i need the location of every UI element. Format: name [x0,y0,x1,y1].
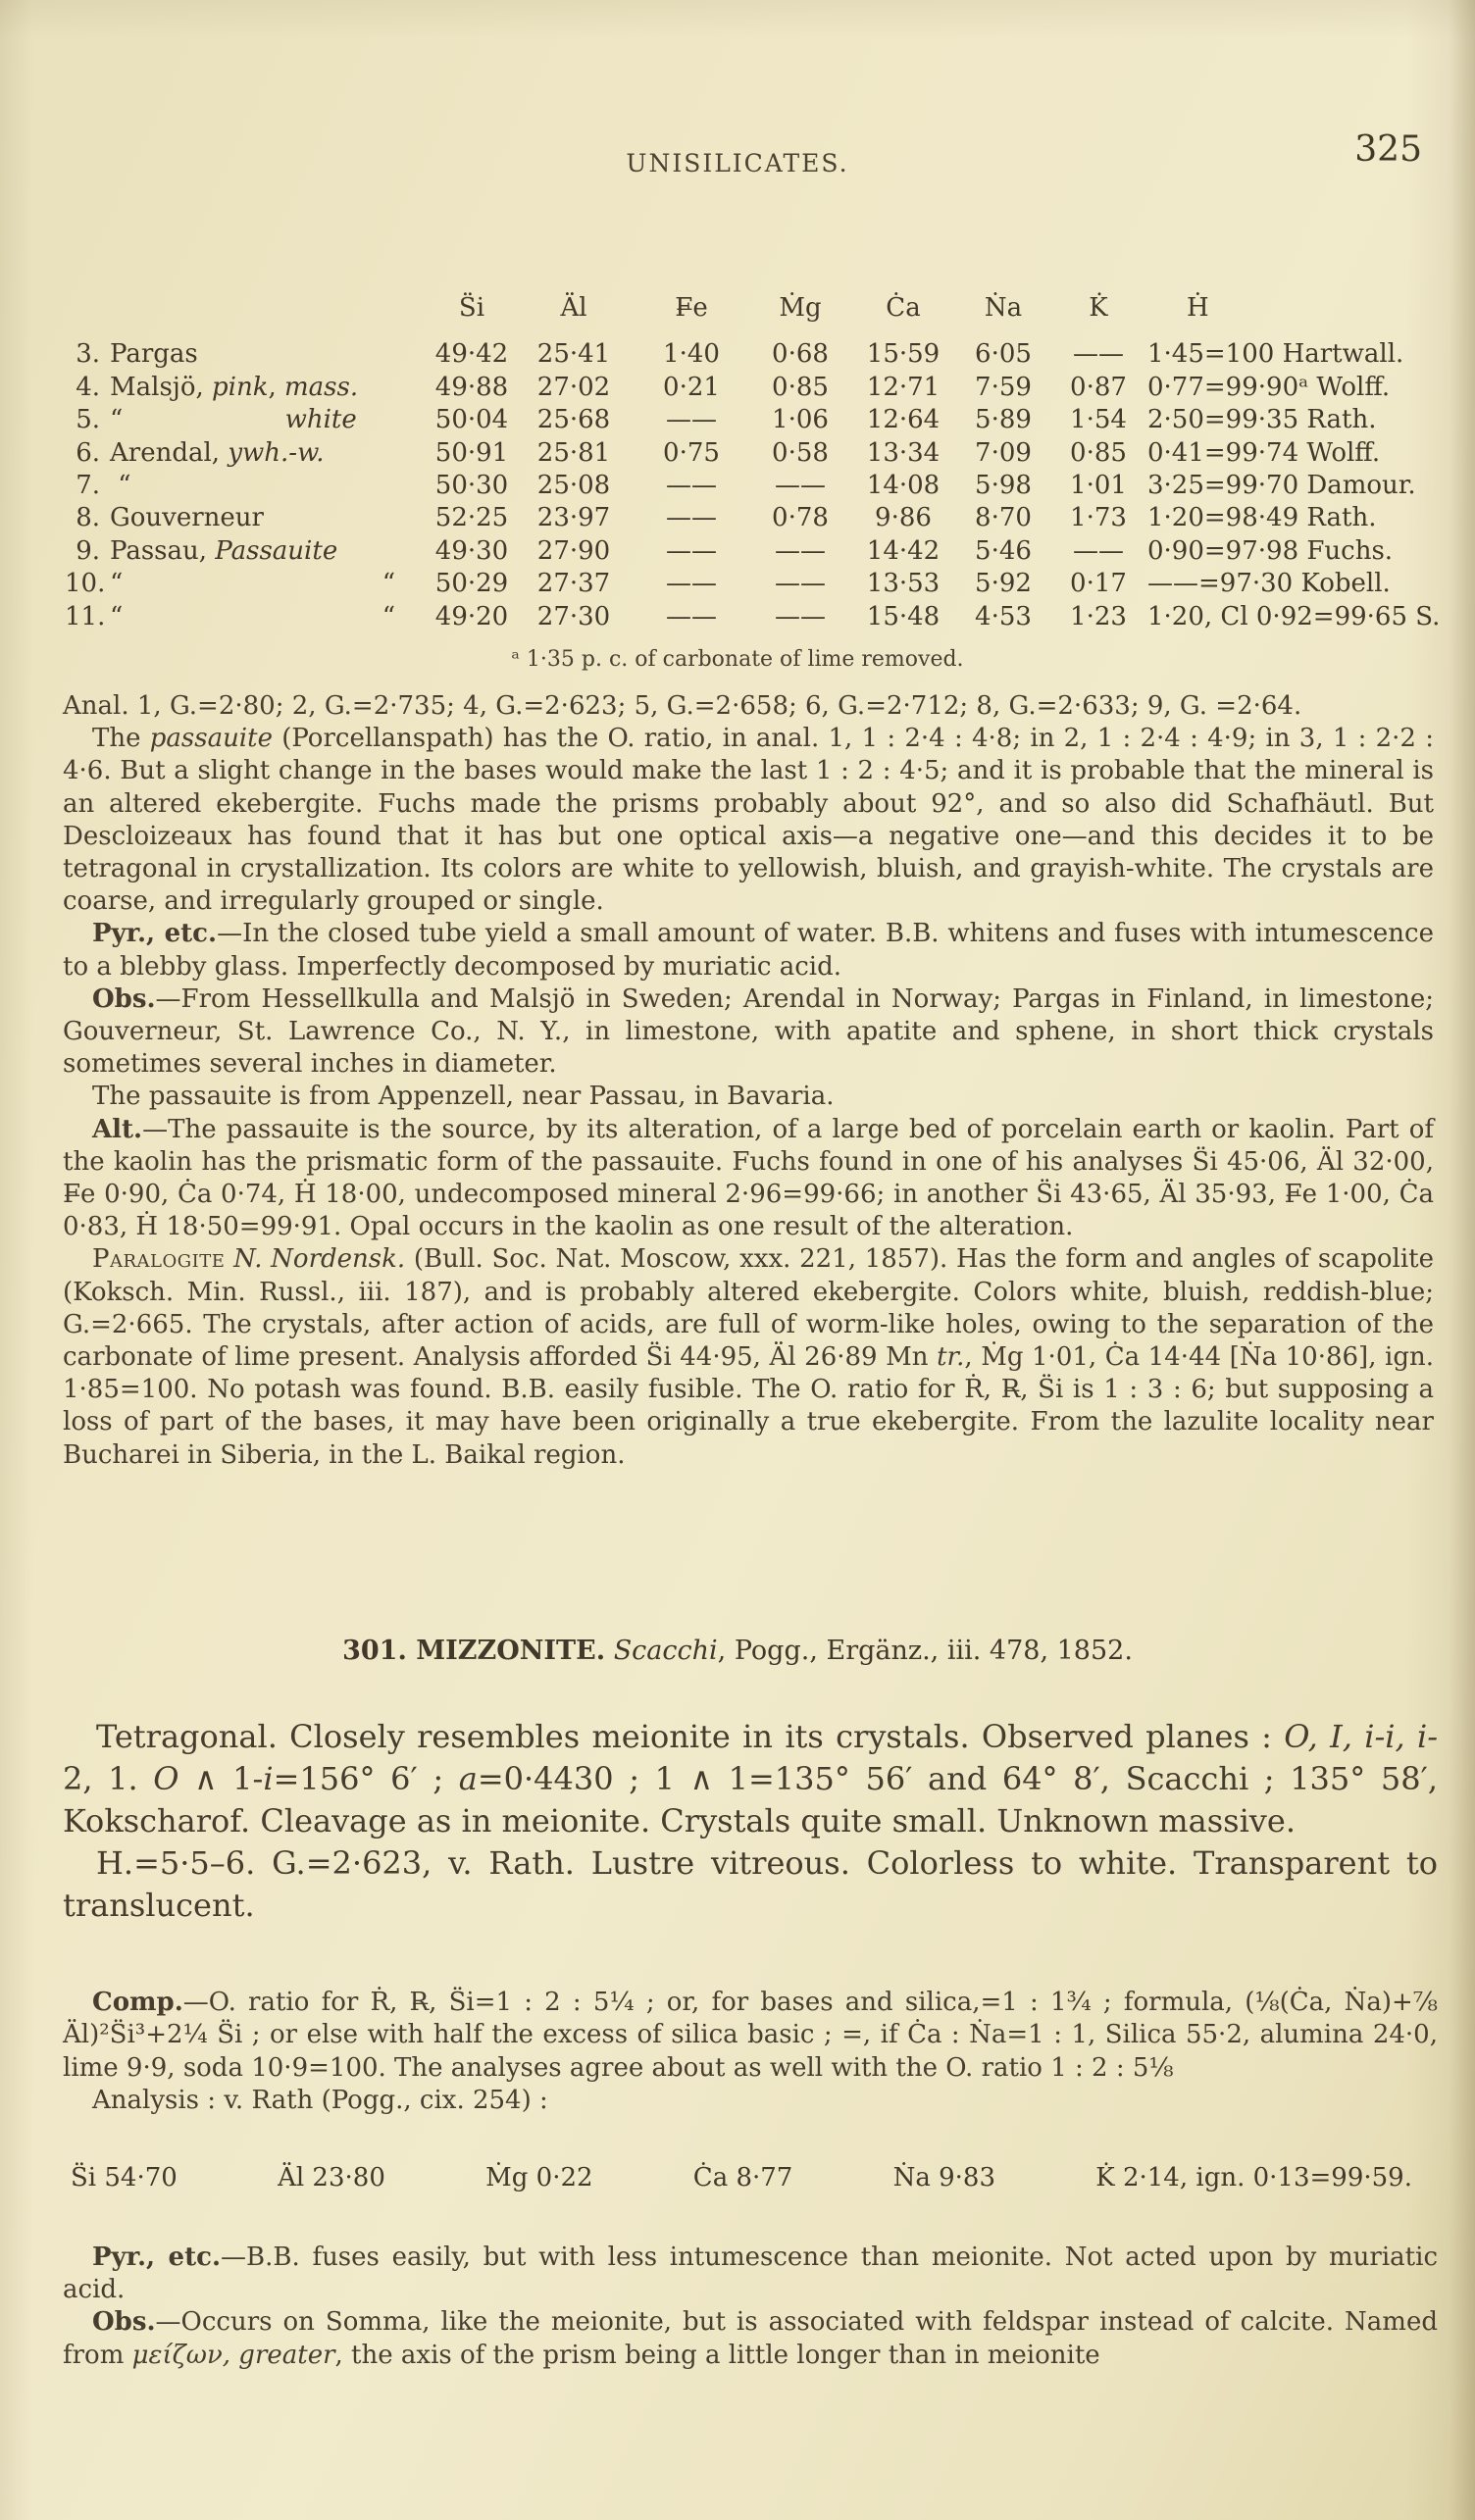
mizzonite-description [63,1716,1438,1927]
value-cell: 0·87 [1070,372,1127,402]
value-cell: 1·54 [1070,405,1127,435]
text-run: Passauite [215,535,338,566]
value-cell: 0·41=99·74 Wolff. [1147,437,1381,468]
value-cell: 14·42 [866,535,941,566]
column-header: Ḣ [1187,293,1209,323]
text-run: Obs. [92,983,156,1014]
text-run: Pargas [110,339,198,370]
text-run: , the axis of the prism being a little longer than in meionite [334,2340,1100,2370]
row-number: 8. [76,503,100,533]
text-run: i [263,1760,274,1797]
mineral-label [106,502,430,534]
value-cell: 1·23 [1070,601,1127,631]
paragraph-obs-passauite [63,983,1434,1082]
value-cell: 7·09 [975,437,1032,468]
value-cell: 0·21 [663,372,720,402]
text-run: Anal. 1, G.=2·80; 2, G.=2·735; 4, G.=2·623; 5, G.=2·658; 6, G.=2·712; 8, G.=2·633; 9, G. =2·64. [63,691,1302,721]
mizzonite-heading [0,1636,1475,1666]
paragraph-comp [63,1987,1438,2085]
text-run: pink [212,372,269,402]
table-header-row [65,292,1461,325]
paragraph-physical [63,1842,1438,1927]
value-cell: 5·92 [975,569,1032,599]
text-run: Scacchi [613,1636,718,1666]
value-cell: 15·48 [866,601,941,631]
value-cell: 5·89 [975,405,1032,435]
text-run: —From Hessellkulla and Malsjö in Sweden; Arendal in Norway; Pargas in Finland, in limestone; Gouverneur, St. Lawrence Co., N. Y., in limestone, with apatite and sphene, in short thick crystals sometimes several inches in diameter. [63,983,1434,1080]
paragraph-appenzell [63,1081,1434,1113]
table-row [65,372,1461,404]
value-cell: —— [666,535,717,566]
table-row [65,568,1461,600]
row-number: 3. [76,339,100,370]
text-run: =0·4430 ; 1 ∧ 1=135° 56′ and 64° 8′, Scacchi ; 135° 58′, Kokscharof. Cleavage as in meionite. Crystals quite small. Unknown massive. [63,1760,1439,1840]
mineral-label [106,470,430,502]
value-cell: —— [666,503,717,533]
table-row [65,535,1461,568]
table-row [65,502,1461,534]
text-run: 301. MIZZONITE. [342,1636,606,1666]
text-run: —The passauite is the source, by its alteration, of a large bed of porcelain earth or kaolin. Part of the kaolin has the prismatic form of the passauite. Fuchs found in one of his analyses S̈i 45·06, Äl 32·00, F̶e 0·90, Ċa 0·74, Ḣ 18·00, undecomposed mineral 2·96=99·66; in another S̈i 43·65, Äl 35·93, F̶e 1·00, Ċa 0·83, Ḣ 18·50=99·91. Opal occurs in the kaolin as one result of the alteration. [63,1114,1434,1242]
value-cell: —— [1073,535,1124,566]
value-cell: 12·64 [866,405,941,435]
paragraph-pyr-passauite [63,918,1434,983]
value-cell: 27·02 [536,372,611,402]
mizzonite-pyr-obs [63,2242,1438,2372]
value-cell: 0·78 [772,503,829,533]
value-cell: 14·08 [866,471,941,501]
value-cell: 50·91 [434,437,509,468]
value-cell: —— [666,471,717,501]
value-cell: —— [666,405,717,435]
value-cell: 0·75 [663,437,720,468]
column-header: F̶e [675,293,708,323]
analysis-value: K̇ 2·14, ign. 0·13=99·59. [1095,2163,1412,2192]
text-run: ywh.-w. [228,437,325,468]
value-cell: 25·68 [536,405,611,435]
text-run: —In the closed tube yield a small amount of water. B.B. whitens and fuses with intumescence to a blebby glass. Imperfectly decomposed by muriatic acid. [63,919,1434,982]
text-run: N. Nordensk. [233,1244,406,1275]
value-cell: 15·59 [866,339,941,370]
text-run: Alt. [92,1114,143,1144]
table-row [65,470,1461,502]
row-number: 11. [65,601,106,631]
text-run: Gouverneur [110,503,264,533]
text-run: Pyr., etc. [92,2243,221,2272]
value-cell: 50·29 [434,569,509,599]
text-run: μείζων, greater [131,2340,335,2370]
column-header: Ċa [886,293,921,323]
text-run: “ [110,405,285,435]
value-cell: 13·53 [866,569,941,599]
value-cell: 27·37 [536,569,611,599]
paragraph-obs-mizzonite [63,2306,1438,2371]
mineral-label [106,535,430,568]
passauite-section [63,690,1434,1472]
value-cell: —— [1073,339,1124,370]
value-cell: ——=97·30 Kobell. [1147,569,1391,599]
value-cell: 7·59 [975,372,1032,402]
analyses-table [65,292,1461,633]
text-run: “ “ [110,601,396,631]
text-run: —O. ratio for Ṙ, R̶, S̈i=1 : 2 : 5¼ ; or, for bases and silica,=1 : 1¾ ; formula, (⅛(Ċa, Ṅa)+⅞ Äl)²S̈i³+2¼ S̈i ; or else with half the excess of silica basic ; =, if Ċa : Ṅa=1 : 1, Silica 55·2, alumina 24·0, lime 9·9, soda 10·9=100. The analyses agree about as well with the O. ratio 1 : 2 : 5⅛ [63,1988,1438,2083]
text-run: , Pogg., Ergänz., iii. 478, 1852. [717,1636,1133,1666]
text-run: a [458,1760,478,1797]
text-run: O [153,1760,179,1797]
value-cell: 50·04 [434,405,509,435]
page-number: 325 [1354,129,1422,170]
value-cell: 6·05 [975,339,1032,370]
row-number: 7. [76,471,100,501]
value-cell: 27·90 [536,535,611,566]
value-cell: 1·73 [1070,503,1127,533]
column-header: Ṁg [779,293,822,323]
analysis-value: S̈i 54·70 [71,2163,178,2192]
value-cell: 49·42 [434,339,509,370]
value-cell: —— [775,569,826,599]
text-run: passauite [149,724,273,754]
value-cell: 1·01 [1070,471,1127,501]
value-cell: 50·30 [434,471,509,501]
analysis-value: Ṅa 9·83 [892,2163,996,2192]
table-row [65,338,1461,371]
text-run: Tetragonal. Closely resembles meionite in its crystals. Observed planes : [96,1718,1285,1755]
text-run: The passauite is from Appenzell, near Passau, in Bavaria. [92,1082,835,1112]
value-cell: 0·85 [1070,437,1127,468]
text-run: “ “ [110,569,396,599]
mizzonite-comp [63,1987,1438,2118]
value-cell: 9·86 [875,503,932,533]
value-cell: 0·90=97·98 Fuchs. [1147,535,1394,566]
value-cell: —— [666,569,717,599]
value-cell: 49·88 [434,372,509,402]
value-cell: —— [775,535,826,566]
value-cell: 2·50=99·35 Rath. [1147,405,1377,435]
row-number: 6. [76,437,100,468]
column-header: Ṅa [984,293,1023,323]
value-cell: 3·25=99·70 Damour. [1147,471,1416,501]
analysis-value: Ċa 8·77 [692,2163,793,2192]
running-head-title: UNISILICATES. [626,149,849,177]
value-cell: 5·46 [975,535,1032,566]
text-run: Analysis : v. Rath (Pogg., cix. 254) : [92,2086,548,2116]
text-run: Passau, [110,535,216,566]
paragraph-crystallography [63,1716,1438,1842]
value-cell: —— [775,601,826,631]
text-run: , [268,372,285,402]
table-row [65,404,1461,436]
text-run: =156° 6′ ; [273,1760,459,1797]
analysis-values-row [71,2163,1412,2192]
text-run: , Ṁg 1·01, Ċa 14·44 [Ṅa 10·86], ign. 1·85=100. No potash was found. B.B. easily fusible. The O. ratio for Ṙ, R̶, S̈i is 1 : 3 : 6; but supposing a loss of part of the bases, it may have been originally a true ekebergite. From the lazulite locality near Bucharei in Siberia, in the L. Baikal region. [63,1342,1434,1470]
mineral-label [106,568,430,600]
value-cell: 1·45=100 Hartwall. [1147,339,1404,370]
row-number: 4. [76,372,100,402]
text-run: O, I, i-i, i- [1284,1718,1439,1755]
text-run: Pyr., etc. [92,919,218,949]
row-number: 9. [76,535,100,566]
value-cell: —— [775,471,826,501]
value-cell: 1·06 [772,405,829,435]
text-run: white [284,405,357,435]
analysis-value: Äl 23·80 [278,2163,385,2192]
text-run: (Porcellanspath) has the O. ratio, in anal. 1, 1 : 2·4 : 4·8; in 2, 1 : 2·4 : 4·9; in 3, 1 : 2·2 : 4·6. But a slight change in the bases would make the last 1 : 2 : 4·5; and it is probable that the mineral is an altered ekebergite. Fuchs made the prisms probably about 92°, and so also did Schafhäutl. But Descloizeaux has found that it has but one optical axis—a negative one—and this decides it to be tetragonal in crystallization. Its colors are white to yellowish, bluish, and grayish-white. The crystals are coarse, and irregularly grouped or single. [63,724,1434,917]
value-cell: 8·70 [975,503,1032,533]
value-cell: 27·30 [536,601,611,631]
text-run: The [92,724,150,754]
value-cell: 52·25 [434,503,509,533]
text-run: “ [110,471,131,501]
text-run: Arendal, [110,437,229,468]
value-cell: 25·41 [536,339,611,370]
text-run: —B.B. fuses easily, but with less intumescence than meionite. Not acted upon by muriatic acid. [63,2243,1439,2305]
text-run: Obs. [92,2307,156,2338]
analysis-value: Ṁg 0·22 [485,2163,593,2192]
paragraph-anal-gravities [63,690,1434,723]
text-run: (Bull. Soc. Nat. Moscow, xxx. 221, 1857). Has the form and angles of scapolite (Koksch. Min. Russl., iii. 187), and is probably altered ekebergite. Colors white, bluish, reddish-blue; G.=2·665. The crystals, after action of acids, are full of worm-like holes, owing to the separation of the carbonate of lime present. Analysis afforded S̈i 44·95, Äl 26·89 Mn [63,1244,1434,1373]
value-cell: —— [666,601,717,631]
mineral-label [106,372,430,404]
text-run: Paralogite [92,1244,226,1275]
value-cell: 5·98 [975,471,1032,501]
text-run [605,1636,614,1666]
text-run: Malsjö, [110,372,213,402]
text-run [225,1244,233,1274]
value-cell: 1·20, Cl 0·92=99·65 S. [1147,601,1441,631]
value-cell: 0·68 [772,339,829,370]
paragraph-passauite-oratio [63,723,1434,918]
table-row [65,437,1461,470]
column-header: Äl [560,293,587,323]
text-run: ∧ 1- [178,1760,264,1797]
paragraph-paralogite [63,1243,1434,1471]
paragraph-pyr-mizzonite [63,2242,1438,2306]
table-footnote: ᵃ 1·35 p. c. of carbonate of lime removed. [511,647,964,672]
value-cell: 0·85 [772,372,829,402]
text-run: —Occurs on Somma, like the meionite, but is associated with feldspar instead of calcite. Named from [63,2307,1438,2370]
text-run: H.=5·5–6. G.=2·623, v. Rath. Lustre vitreous. Colorless to white. Transparent to translucent. [63,1844,1438,1924]
value-cell: 1·40 [663,339,720,370]
value-cell: 25·81 [536,437,611,468]
value-cell: 12·71 [866,372,941,402]
column-header: K̇ [1089,293,1108,323]
text-run: Comp. [92,1988,183,2017]
row-number: 10. [65,569,106,599]
table-row [65,601,1461,633]
mineral-label [106,338,430,371]
mineral-label [106,404,430,436]
mineral-label [106,437,430,470]
value-cell: 49·30 [434,535,509,566]
value-cell: 25·08 [536,471,611,501]
paragraph-alt [63,1114,1434,1244]
column-header: S̈i [458,293,485,323]
value-cell: 23·97 [536,503,611,533]
value-cell: 0·77=99·90ᵃ Wolff. [1147,372,1391,402]
mineral-label [106,601,430,633]
text-run: tr. [937,1342,965,1373]
value-cell: 13·34 [866,437,941,468]
value-cell: 49·20 [434,601,509,631]
value-cell: 0·58 [772,437,829,468]
text-run: 2, 1. [63,1760,154,1797]
value-cell: 4·53 [975,601,1032,631]
value-cell: 0·17 [1070,569,1127,599]
paragraph-analysis-intro [63,2085,1438,2117]
row-number: 5. [76,405,100,435]
text-run: mass. [284,372,359,402]
value-cell: 1·20=98·49 Rath. [1147,503,1377,533]
